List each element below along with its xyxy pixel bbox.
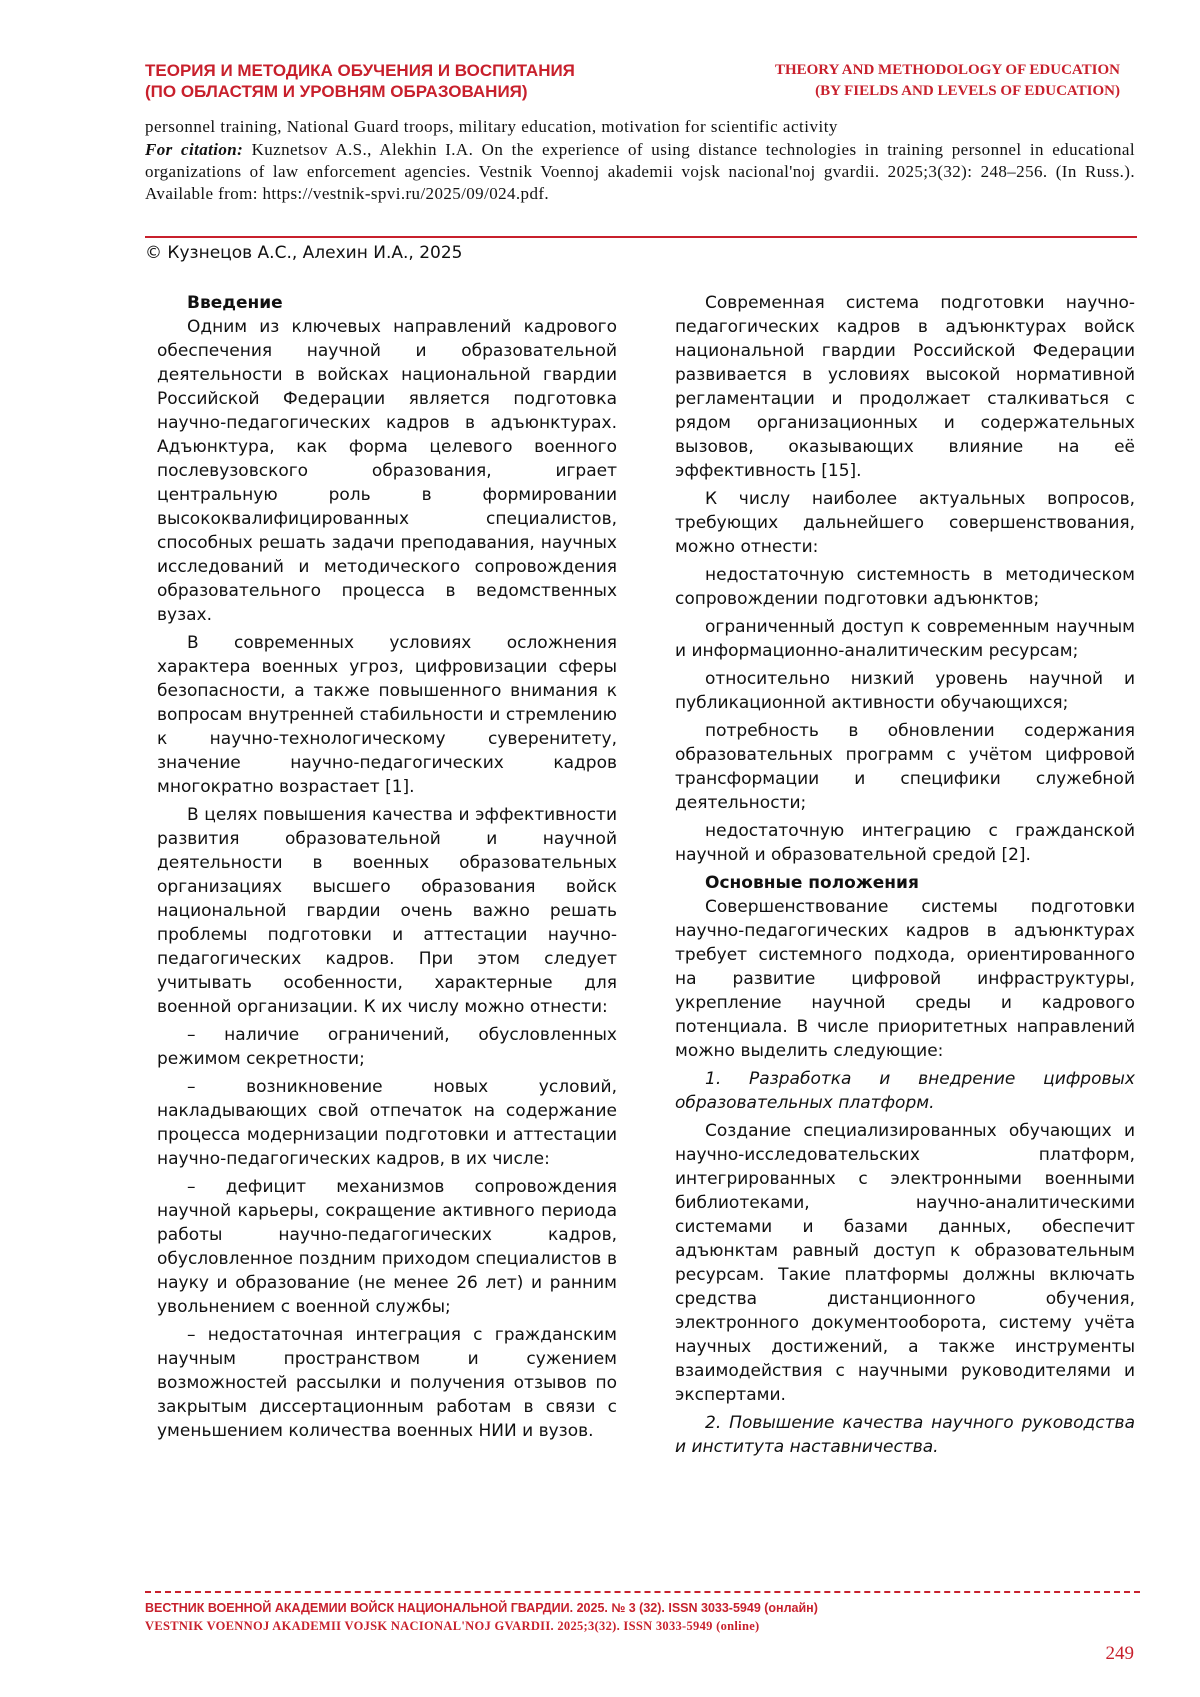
header-ru-line1: ТЕОРИЯ И МЕТОДИКА ОБУЧЕНИЯ И ВОСПИТАНИЯ xyxy=(145,61,575,80)
page-number: 249 xyxy=(1105,1643,1134,1664)
divider xyxy=(145,236,1137,238)
numbered-item-1: 1. Разработка и внедрение цифровых образовательных платформ. xyxy=(675,1069,1135,1113)
citation-label: For citation: xyxy=(145,140,244,159)
list-item: – дефицит механизмов сопровождения научной карьеры, сокращение активного периода работы научно-педагогических кадров, обусловленное поздним приходом специалистов в науку и образование (не менее 26 лет) и ранним увольнением с военной службы; xyxy=(157,1177,617,1317)
paragraph: Создание специализированных обучающих и научно-исследовательских платформ, интегрированных с электронными военными библиотеками, научно-аналитическими системами и базами данных, обеспечит адъюнктам равный доступ к образовательным ресурсам. Такие платформы должны включать средства дистанционного обучения, электронного документооборота, систему учёта научных достижений, а также инструменты взаимодействия с научными руководителями и экспертами. xyxy=(675,1121,1135,1405)
section-heading-intro: Введение xyxy=(187,293,283,313)
list-item: относительно низкий уровень научной и публикационной активности обучающихся; xyxy=(675,669,1135,713)
citation xyxy=(145,139,1135,205)
numbered-item-2: 2. Повышение качества научного руководства и института наставничества. xyxy=(675,1413,1135,1457)
paragraph: Совершенствование системы подготовки научно-педагогических кадров в адъюнктурах требует системного подхода, ориентированного на развитие цифровой инфраструктуры, укрепление научной среды и кадрового потенциала. В числе приоритетных направлений можно выделить следующие: xyxy=(675,897,1135,1061)
list-item: недостаточную системность в методическом сопровождении подготовки адъюнктов; xyxy=(675,565,1135,609)
list-item: – наличие ограничений, обусловленных режимом секретности; xyxy=(157,1025,617,1069)
paragraph: К числу наиболее актуальных вопросов, требующих дальнейшего совершенствования, можно отнести: xyxy=(675,489,1135,557)
footer-journal-ru: ВЕСТНИК ВОЕННОЙ АКАДЕМИИ ВОЙСК НАЦИОНАЛЬНОЙ ГВАРДИИ. 2025. № 3 (32). ISSN 3033-5949 (онлайн) xyxy=(145,1601,818,1615)
list-item: недостаточную интеграцию с гражданской научной и образовательной средой [2]. xyxy=(675,821,1135,865)
paragraph: В современных условиях осложнения характера военных угроз, цифровизации сферы безопасности, а также повышенного внимания к вопросам внутренней стабильности и стремлению к научно-технологическому суверенитету, значение научно-педагогических кадров многократно возрастает [1]. xyxy=(157,633,617,797)
paragraph: Современная система подготовки научно-педагогических кадров в адъюнктурах войск национальной гвардии Российской Федерации развивается в условиях высокой нормативной регламентации и продолжает сталкиваться с рядом организационных и содержательных вызовов, оказывающих влияние на её эффективность [15]. xyxy=(675,293,1135,481)
header-en-line2: (BY FIELDS AND LEVELS OF EDUCATION) xyxy=(815,83,1120,99)
footer-journal-en: VESTNIK VOENNOJ AKADEMII VOJSK NACIONAL'NOJ GVARDII. 2025;3(32). ISSN 3033-5949 (online) xyxy=(145,1619,760,1633)
paragraph: Одним из ключевых направлений кадрового обеспечения научной и образовательной деятельности в войсках национальной гвардии Российской Федерации является подготовка научно-педагогических кадров в адъюнктурах. Адъюнктура, как форма целевого военного послевузовского образования, играет центральную роль в формировании высококвалифицированных специалистов, способных решать задачи преподавания, научных исследований и методического сопровождения образовательного процесса в ведомственных вузах. xyxy=(157,317,617,625)
paragraph: В целях повышения качества и эффективности развития образовательной и научной деятельности в военных образовательных организациях высшего образования войск национальной гвардии очень важно решать проблемы подготовки и аттестации научно-педагогических кадров. При этом следует учитывать особенности, характерные для военной организации. К их числу можно отнести: xyxy=(157,805,617,1017)
section-heading-main: Основные положения xyxy=(705,873,919,893)
list-item: – возникновение новых условий, накладывающих свой отпечаток на содержание процесса модернизации подготовки и аттестации научно-педагогических кадров, в их числе: xyxy=(157,1077,617,1169)
list-item: – недостаточная интеграция с гражданским научным пространством и сужением возможностей рассылки и получения отзывов по закрытым диссертационным работам в связи с уменьшением количества военных НИИ и вузов. xyxy=(157,1325,617,1441)
header-en-line1: THEORY AND METHODOLOGY OF EDUCATION xyxy=(774,62,1120,78)
list-item: ограниченный доступ к современным научным и информационно-аналитическим ресурсам; xyxy=(675,617,1135,661)
left-column xyxy=(157,291,617,1447)
list-item: потребность в обновлении содержания образовательных программ с учётом цифровой трансформации и специфики служебной деятельности; xyxy=(675,721,1135,813)
right-column xyxy=(675,291,1135,1463)
citation-text: Kuznetsov A.S., Alekhin I.A. On the experience of using distance technologies in training personnel in educational organizations of law enforcement agencies. Vestnik Voennoj akademii vojsk nacional'noj gvardii. 2025;3(32): 248–256. (In Russ.). Available from: https://vestnik-spvi.ru/2025/09/024.pdf. xyxy=(145,140,1135,203)
footer-divider xyxy=(145,1591,1140,1593)
running-header-en xyxy=(650,60,1120,102)
copyright: © Кузнецов А.С., Алехин И.А., 2025 xyxy=(145,243,463,263)
keywords-line: personnel training, National Guard troops, military education, motivation for scientific activity xyxy=(145,117,838,136)
header-ru-line2: (ПО ОБЛАСТЯМ И УРОВНЯМ ОБРАЗОВАНИЯ) xyxy=(145,82,528,101)
running-header-ru xyxy=(145,60,665,102)
